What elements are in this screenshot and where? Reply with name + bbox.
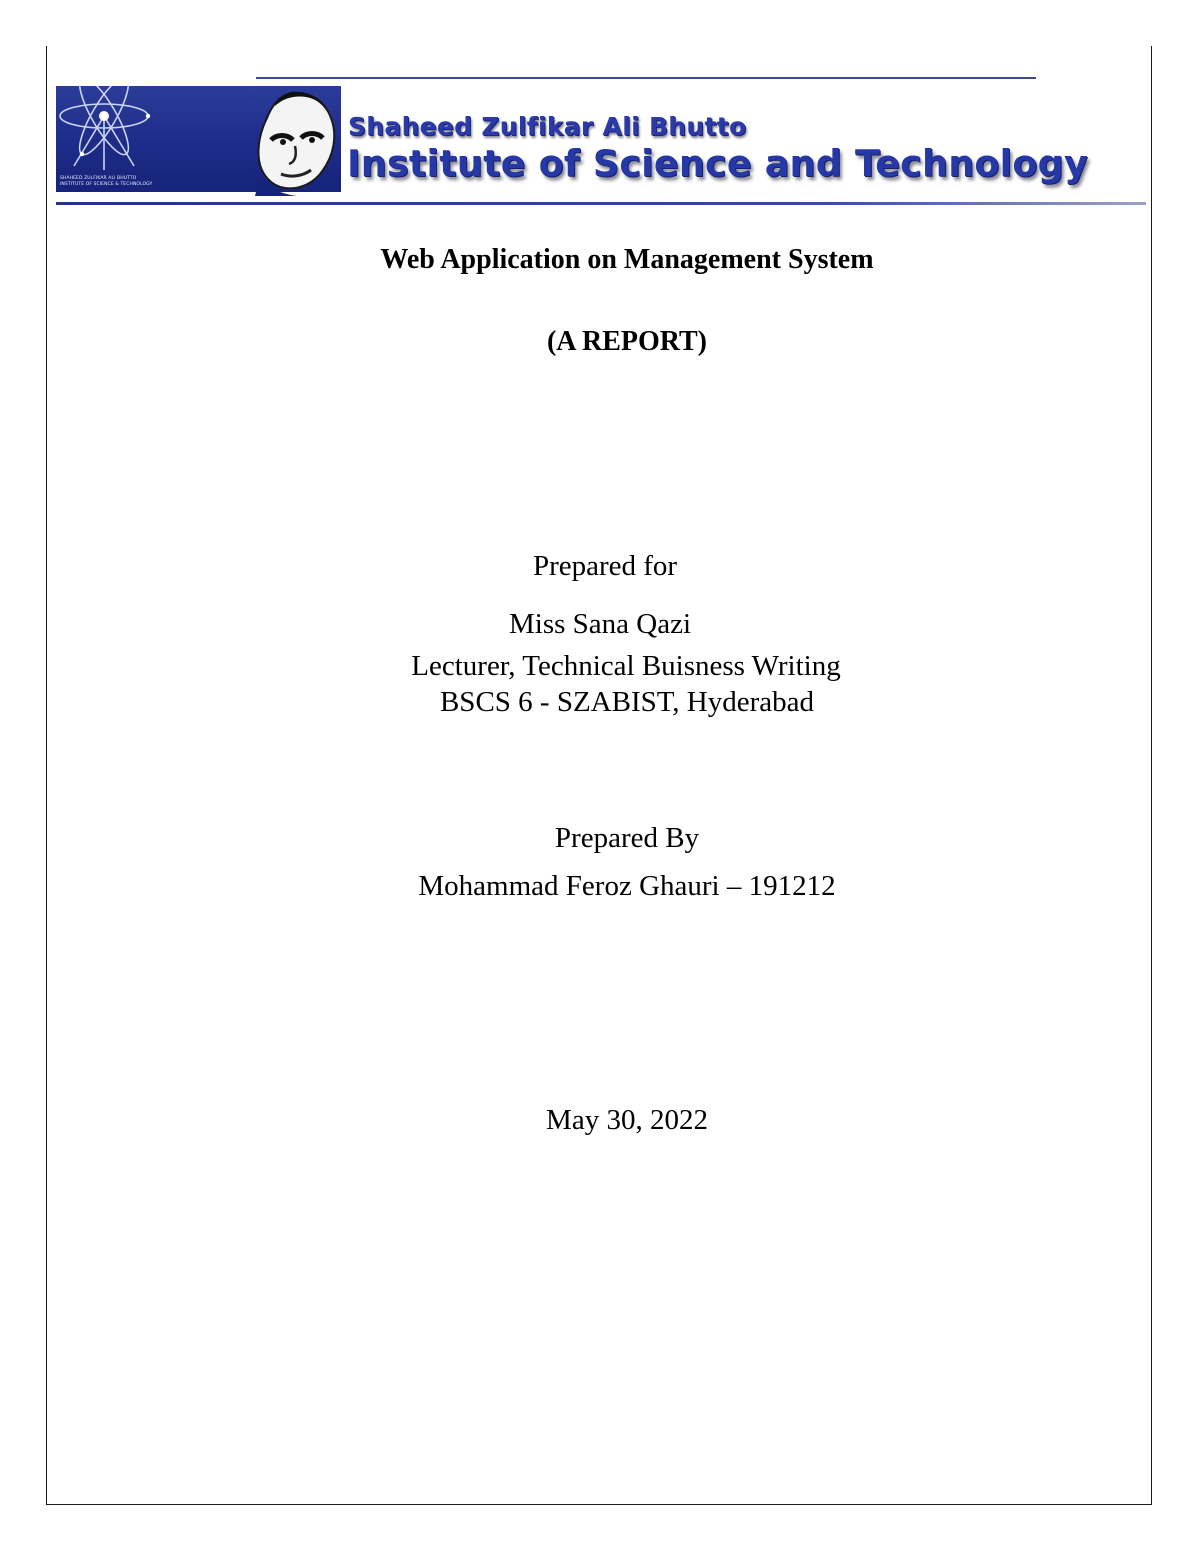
report-subtitle: (A REPORT)	[546, 326, 707, 357]
recipient-role: Lecturer, Technical Buisness Writing	[411, 650, 841, 682]
report-date: May 30, 2022	[546, 1104, 708, 1136]
emblem-caption-line-1: SHAHEED ZULFIKAR ALI BHUTTO	[60, 176, 137, 181]
institute-name-line-2: Institute of Science and Technology	[347, 142, 1088, 185]
emblem-caption-line-2: INSTITUTE OF SCIENCE & TECHNOLOGY	[60, 181, 153, 187]
institute-banner	[56, 72, 1146, 220]
author-name: Mohammad Feroz Ghauri – 191212	[418, 870, 836, 902]
emblem-caption	[60, 176, 240, 187]
prepared-by-label: Prepared By	[554, 822, 700, 854]
banner-bottom-rule	[56, 202, 1146, 205]
recipient-name: Miss Sana Qazi	[508, 608, 692, 640]
recipient-organization: BSCS 6 - SZABIST, Hyderabad	[439, 686, 815, 718]
prepared-for-label: Prepared for	[532, 550, 678, 582]
institute-name-line-1: Shaheed Zulfikar Ali Bhutto	[348, 112, 747, 141]
report-title: Web Application on Management System	[380, 244, 874, 275]
founder-portrait	[241, 84, 341, 196]
banner-top-rule	[256, 77, 1036, 79]
